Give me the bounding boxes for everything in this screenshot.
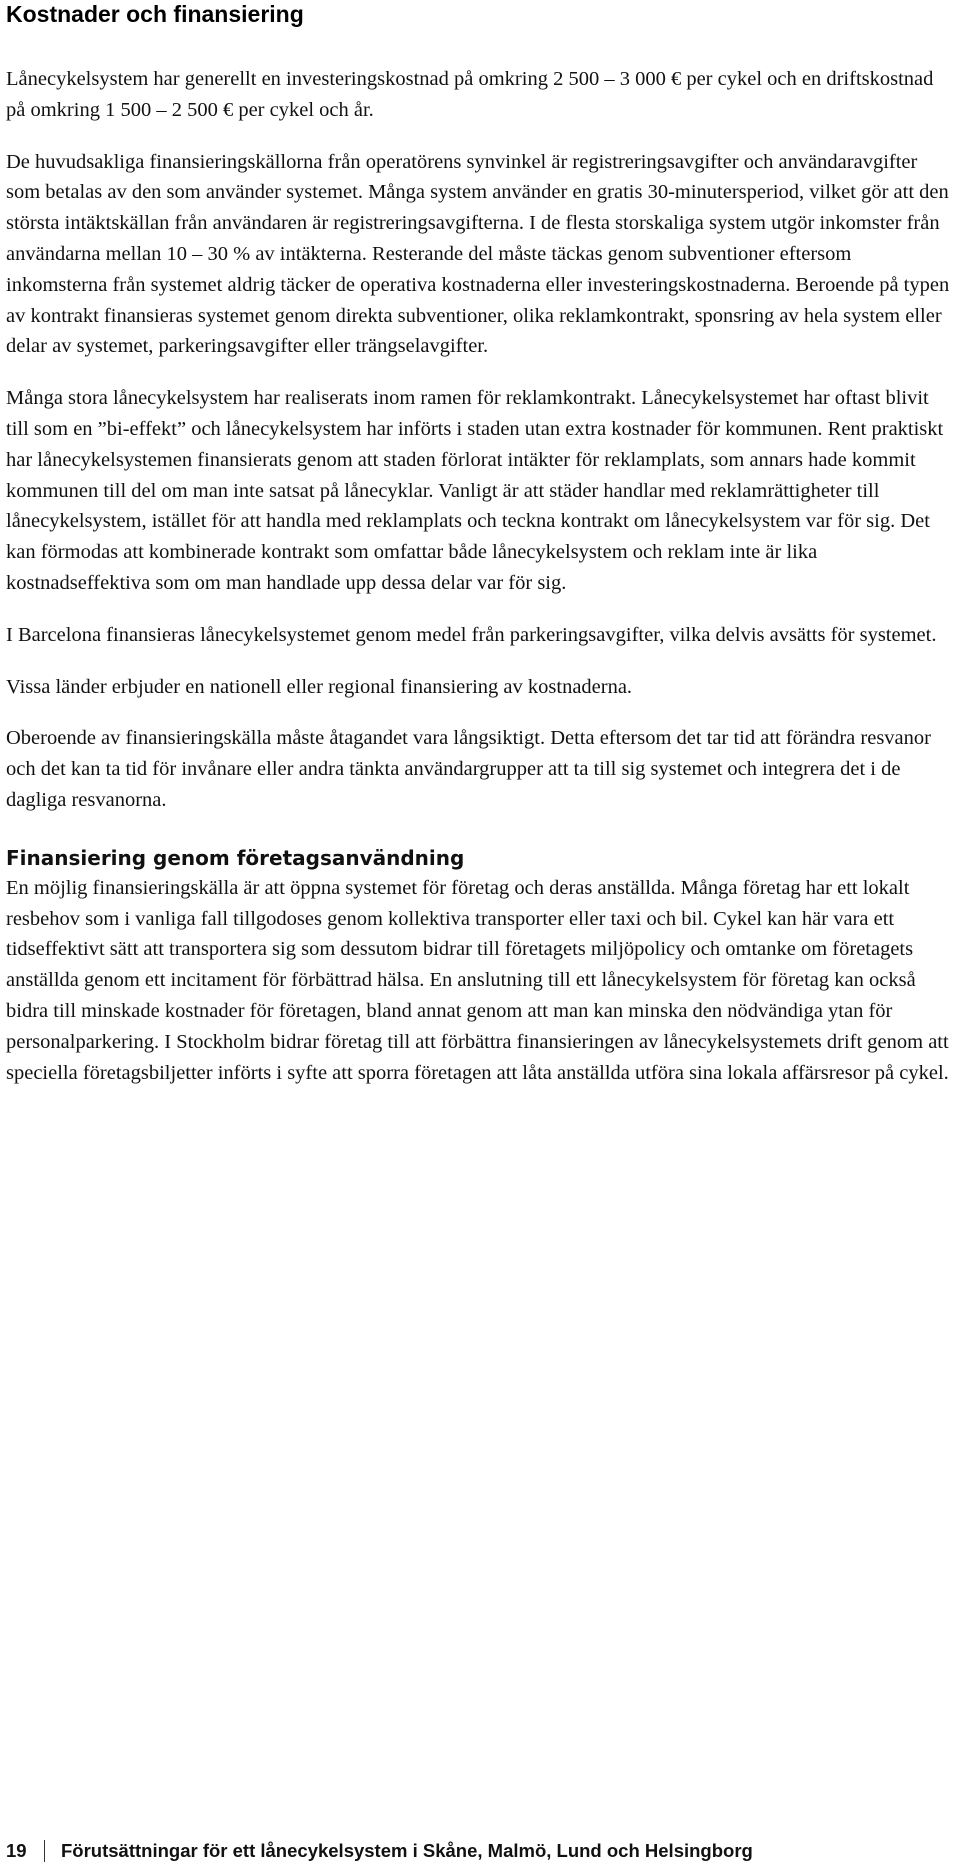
paragraph-costs: Lånecykelsystem har generellt en investeringskostnad på omkring 2 500 – 3 000 € per cykel och en driftskostnad på omkring 1 500 – 2 500 € per cykel och år. [6,68,934,121]
paragraph-long-term: Oberoende av finansieringskälla måste åtagandet vara långsiktigt. Detta eftersom det tar tid att förändra resvanor och det kan ta tid för invånare eller andra tänkta användargrupper att ta till sig systemet och integrera det i de dagliga resvanorna. [6,727,931,811]
paragraph-barcelona: I Barcelona finansieras lånecykelsystemet genom medel från parkeringsavgifter, vilka delvis avsätts för systemet. [6,623,937,646]
section-heading: Kostnader och finansiering [6,1,304,27]
footer-title: Förutsättningar för ett lånecykelsystem i Skåne, Malmö, Lund och Helsingborg [61,1840,753,1861]
paragraph-advertising-contracts: Många stora lånecykelsystem har realiserats inom ramen för reklamkontrakt. Lånecykelsystemet har oftast blivit till som en ”bi-effekt” och lånecykelsystem har införts i staden utan extra kostnader för kommunen. Rent praktiskt har lånecykelsystemen finansierats genom att staden förlorat intäkter för reklamplats, som annars hade kommit kommunen till del om man inte satsat på lånecyklar. Vanligt är att städer handlar med reklamrättigheter till lånecykelsystem, istället för att handla med reklamplats och teckna kontrakt om lånecykelsystem var för sig. Det kan förmodas att kombinerade kontrakt som omfattar både lånecykelsystem och reklam inte är lika kostnadseffektiva som om man handlade upp dessa delar var för sig. [6,387,944,594]
footer-divider [44,1840,45,1862]
page-footer [6,1840,954,1862]
page-number: 19 [6,1840,27,1861]
paragraph-national-funding: Vissa länder erbjuder en nationell eller regional finansiering av kostnaderna. [6,675,633,698]
paragraph-funding-sources: De huvudsakliga finansieringskällorna från operatörens synvinkel är registreringsavgifter och användaravgifter som betalas av den som använder systemet. Många system använder en gratis 30-minutersperiod, vilket gör att den största intäktskällan från användaren är registreringsavgifterna. I de flesta storskaliga system utgör inkomster från användarna mellan 10 – 30 % av intäkterna. Resterande del måste täckas genom subventioner eftersom inkomsterna från systemet aldrig täcker de operativa kostnaderna eller investeringskostnaderna. Beroende på typen av kontrakt finansieras systemet genom direkta subventioner, olika reklamkontrakt, sponsring av hela system eller delar av systemet, parkeringsavgifter eller trängselavgifter. [6,150,950,358]
subsection-heading: Finansiering genom företagsanvändning [6,845,465,870]
paragraph-company-use: En möjlig finansieringskälla är att öppna systemet för företag och deras anställda. Många företag har ett lokalt resbehov som i vanliga fall tillgodoses genom kollektiva transporter eller taxi och bil. Cykel kan här vara ett tidseffektivt sätt att transportera sig som dessutom bidrar till företagets miljöpolicy och omtanke om företagets anställda genom ett incitament för förbättrad hälsa. En anslutning till ett lånecykelsystem för företag kan också bidra till minskade kostnader för företagen, bland annat genom att man kan minska den nödvändiga ytan för personalparkering. I Stockholm bidrar företag till att förbättra finansieringen av lånecykelsystemets drift genom att speciella företagsbiljetter införts i syfte att sporra företagen att låta anställda utföra sina lokala affärsresor på cykel. [6,876,949,1084]
document-page [6,0,954,1088]
